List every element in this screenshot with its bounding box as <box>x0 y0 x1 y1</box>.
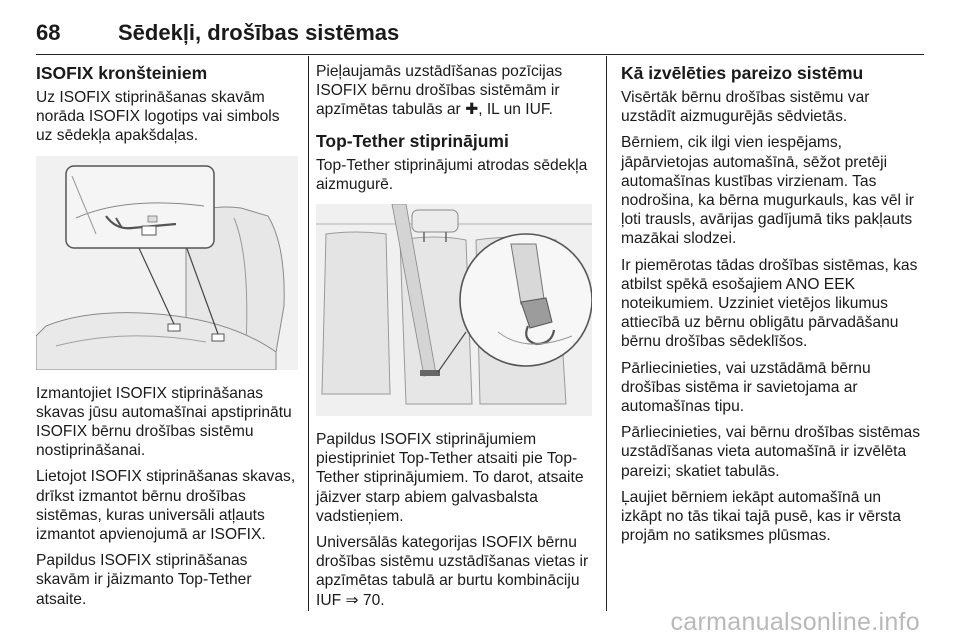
page-title: Sēdekļi, drošības sistēmas <box>118 20 400 45</box>
isofix-illustration <box>36 156 298 370</box>
isofix-text-3: Papildus ISOFIX stiprināšanas skavām ir jāizmanto Top-Tether atsaite. <box>36 552 252 608</box>
isofix-seat-drawing <box>36 156 298 370</box>
choose-text-1: Visērtāk bērnu drošības sistēmu var uzstādīt aizmugurējās sēdvietās. <box>621 89 870 126</box>
isofix-plus-icon: ✚ <box>465 101 479 119</box>
choose-system-heading: Kā izvēlēties pareizo sistēmu <box>621 63 864 83</box>
column-3 <box>621 62 921 552</box>
column-divider-2 <box>606 56 607 611</box>
positions-text: Pieļaujamās uzstādīšanas pozīcijas ISOFIX bērnu drošības sistēmām ir apzīmētas tabulās ar ✚, IL un IUF. <box>316 63 563 119</box>
column-divider-1 <box>308 56 309 611</box>
top-tether-text-1: Papildus ISOFIX stiprinājumiem piestipriniet Top-Tether atsaiti pie Top-Tether stiprinājumiem. To darot, atsaite jāizver starp abiem galvasbalsta vadstieņiem. <box>316 431 584 525</box>
top-tether-text-2: Universālās kategorijas ISOFIX bērnu drošības sistēmu uzstādīšanas vietas ir apzīmētas tabulā ar burtu kombināciju IUF ⇒ 70. <box>316 534 589 609</box>
page-ref-link[interactable]: 70. <box>362 591 385 609</box>
choose-text-4: Pārliecinieties, vai uzstādāmā bērnu drošības sistēma ir savietojama ar automašīnas tipu. <box>621 359 871 416</box>
top-tether-heading: Top-Tether stiprinājumi <box>316 130 509 151</box>
isofix-text-1: Izmantojiet ISOFIX stiprināšanas skavas jūsu automašīnai apstiprinātu ISOFIX bērnu drošības sistēmu nostiprināšanai. <box>36 384 292 460</box>
choose-text-6: Ļaujiet bērniem iekāpt automašīnā un izkāpt no tās tikai tajā pusē, kas ir vērsta projām no satiksmes plūsmas. <box>621 488 901 545</box>
isofix-text-2: Lietojot ISOFIX stiprināšanas skavas, drīkst izmantot bērnu drošības sistēmas, kuras universāli atļauts izmantot apvienojumā ar ISOFIX. <box>36 468 296 544</box>
choose-text-5: Pārliecinieties, vai bērnu drošības sistēmas uzstādīšanas vieta automašīnā ir izvēlēta pareizi; skatiet tabulās. <box>621 424 921 480</box>
top-tether-intro: Top-Tether stiprinājumi atrodas sēdekļa aizmugurē. <box>316 156 588 193</box>
page-number: 68 <box>36 20 61 45</box>
watermark: carmanualsonline.info <box>670 608 920 636</box>
header-rule <box>36 54 924 55</box>
isofix-heading: ISOFIX kronšteiniem <box>36 63 208 83</box>
column-2 <box>316 62 594 617</box>
page-header <box>36 20 924 54</box>
top-tether-illustration <box>316 204 592 416</box>
choose-text-3: Ir piemērotas tādas drošības sistēmas, kas atbilst spēkā esošajiem ANO EEK noteikumiem. Uzziniet vietējos likumus attiecībā uz bērnu obligātu pārvadāšanu bērnu drošības sēdeklīšos. <box>621 256 918 351</box>
column-1 <box>36 62 298 616</box>
isofix-intro: Uz ISOFIX stiprināšanas skavām norāda ISOFIX logotips vai simbols uz sēdekļa apakšdaļas. <box>36 89 280 145</box>
top-tether-drawing <box>316 204 592 416</box>
choose-text-2: Bērniem, cik ilgi vien iespējams, jāpārvietojas automašīnā, sēžot pretēji automašīnas kustības virzienam. Tas nodrošina, ka bērna mugurkauls, kas vēl ir ļoti trausls, avārijas gadījumā tiks pakļauts mazākai slodzei. <box>621 134 914 248</box>
page-ref-arrow-icon: ⇒ <box>345 591 359 609</box>
